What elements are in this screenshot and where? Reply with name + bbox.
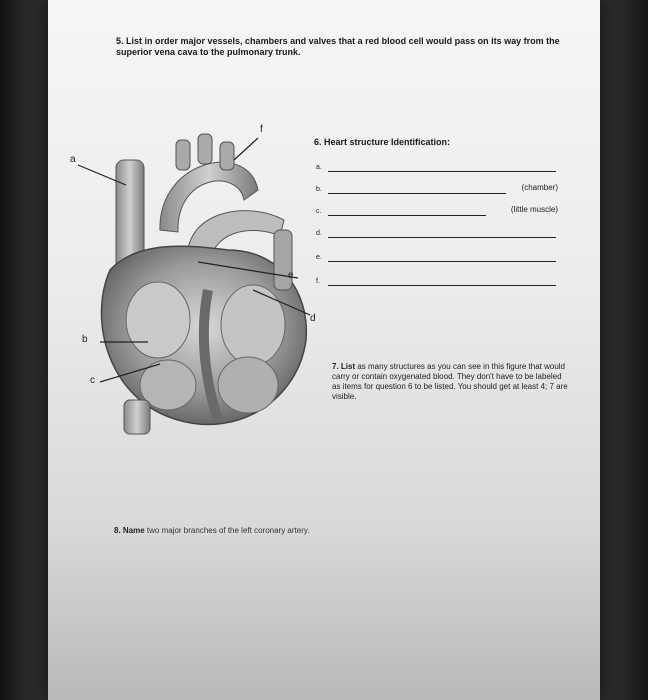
answer-hint: (little muscle)	[510, 205, 558, 214]
figure-label-f: f	[260, 124, 263, 135]
question-8	[114, 526, 310, 535]
answer-row-a	[316, 158, 556, 172]
answer-label: e.	[316, 254, 322, 261]
answer-row-d	[316, 224, 556, 238]
answer-label: b.	[316, 186, 322, 193]
answer-line	[328, 193, 506, 194]
heart-diagram	[48, 120, 348, 450]
answer-row-e	[316, 248, 556, 262]
answer-label: f.	[316, 278, 320, 285]
answer-row-f	[316, 272, 556, 286]
figure-label-b: b	[82, 334, 88, 345]
answer-row-c	[316, 202, 556, 216]
answer-line	[328, 261, 556, 262]
question-6-title: 6. Heart structure Identification:	[314, 137, 451, 147]
heart-illustration	[48, 120, 348, 450]
question-7-text: as many structures as you can see in this figure that would carry or contain oxygenated blood. They don't have to be labeled as items for question 6 to be listed. You should get at least 4; 7 are visible.	[332, 362, 568, 401]
figure-label-e: e	[288, 270, 294, 281]
answer-line	[328, 215, 486, 216]
figure-label-d: d	[310, 313, 316, 324]
answer-label: d.	[316, 230, 322, 237]
question-8-lead: 8. Name	[114, 526, 145, 535]
answer-hint: (chamber)	[521, 183, 558, 192]
answer-line	[328, 237, 556, 238]
question-5: 5. List in order major vessels, chambers and valves that a red blood cell would pass on its way from the superior vena cava to the pulmonary trunk.	[116, 36, 560, 57]
question-7-lead: 7. List	[332, 362, 356, 371]
answer-line	[328, 171, 556, 172]
answer-row-b	[316, 180, 556, 194]
figure-label-a: a	[70, 154, 76, 165]
figure-label-c: c	[90, 375, 95, 386]
question-7	[332, 362, 572, 402]
answer-label: a.	[316, 164, 322, 171]
answer-line	[328, 285, 556, 286]
worksheet-page	[48, 0, 600, 700]
question-8-text: two major branches of the left coronary artery.	[144, 526, 310, 535]
answer-label: c.	[316, 208, 322, 215]
